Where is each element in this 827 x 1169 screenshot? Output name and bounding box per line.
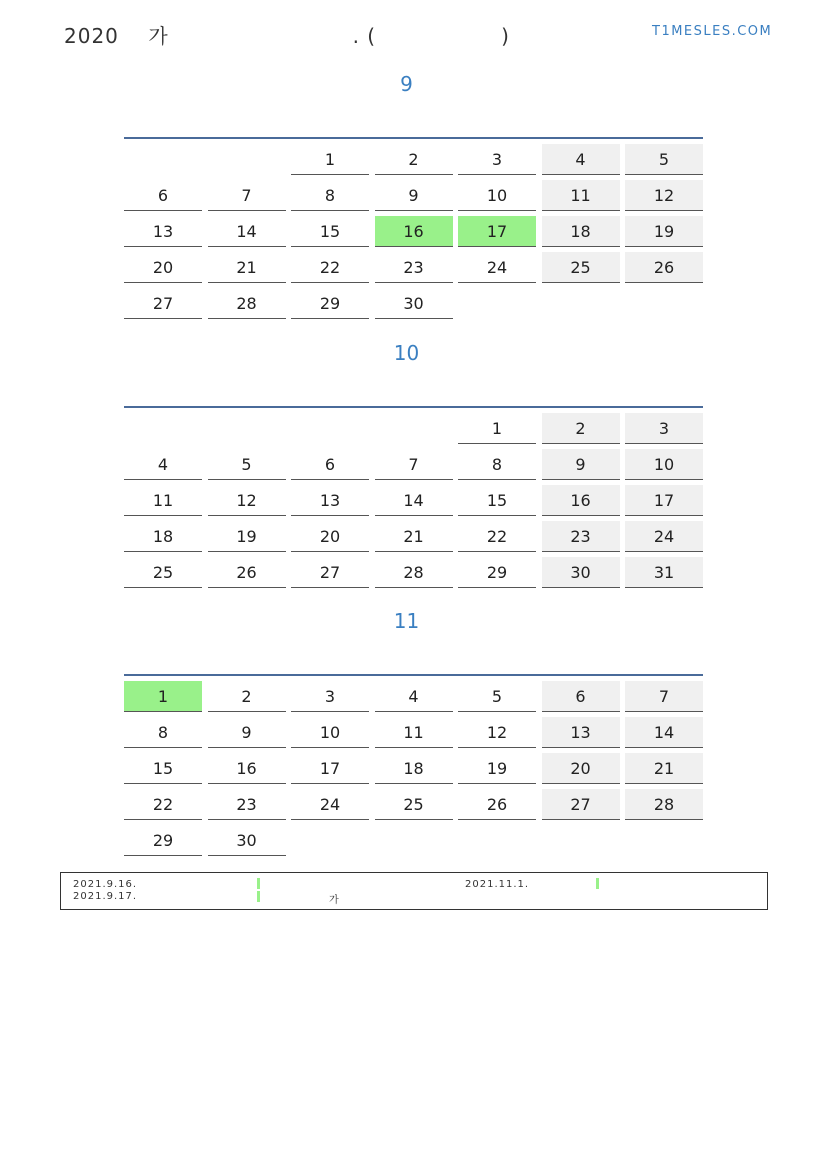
page-title: 2020 가 . ( )	[64, 24, 510, 48]
calendar-day: 15	[124, 753, 202, 784]
calendar-day: 2	[375, 144, 453, 175]
calendar-day: 30	[208, 825, 286, 856]
calendar-day: 10	[458, 180, 536, 211]
legend-marker-3	[596, 878, 599, 889]
calendar-empty-cell	[542, 825, 620, 856]
calendar-day: 17	[291, 753, 369, 784]
calendar-day: 11	[124, 485, 202, 516]
calendar-october	[124, 406, 703, 588]
calendar-november	[124, 674, 703, 856]
calendar-day: 5	[208, 449, 286, 480]
calendar-day: 7	[208, 180, 286, 211]
calendar-day: 15	[291, 216, 369, 247]
calendar-grid	[124, 676, 703, 856]
calendar-day: 28	[625, 789, 703, 820]
calendar-empty-cell	[375, 413, 453, 444]
calendar-day: 27	[542, 789, 620, 820]
calendar-day: 6	[124, 180, 202, 211]
calendar-day: 4	[124, 449, 202, 480]
calendar-day: 1	[124, 681, 202, 712]
calendar-day: 13	[124, 216, 202, 247]
calendar-day: 19	[625, 216, 703, 247]
calendar-empty-cell	[458, 825, 536, 856]
calendar-day: 25	[542, 252, 620, 283]
calendar-day: 29	[458, 557, 536, 588]
calendar-day: 13	[542, 717, 620, 748]
calendar-day: 22	[291, 252, 369, 283]
legend-date-1: 2021.9.16.	[73, 879, 138, 890]
calendar-day: 23	[208, 789, 286, 820]
calendar-day: 1	[291, 144, 369, 175]
calendar-day: 31	[625, 557, 703, 588]
calendar-day: 14	[208, 216, 286, 247]
calendar-day: 19	[208, 521, 286, 552]
legend-box	[60, 872, 768, 910]
calendar-day: 11	[542, 180, 620, 211]
calendar-day: 16	[375, 216, 453, 247]
calendar-day: 16	[542, 485, 620, 516]
calendar-day: 30	[375, 288, 453, 319]
calendar-day: 20	[542, 753, 620, 784]
calendar-day: 7	[375, 449, 453, 480]
month-title-september: 9	[400, 72, 413, 96]
calendar-day: 29	[124, 825, 202, 856]
calendar-day: 6	[291, 449, 369, 480]
calendar-day: 26	[208, 557, 286, 588]
calendar-day: 28	[208, 288, 286, 319]
calendar-day: 5	[625, 144, 703, 175]
calendar-day: 2	[208, 681, 286, 712]
calendar-day: 26	[625, 252, 703, 283]
calendar-day: 8	[124, 717, 202, 748]
calendar-day: 13	[291, 485, 369, 516]
calendar-day: 15	[458, 485, 536, 516]
legend-date-3: 2021.11.1.	[465, 879, 530, 890]
calendar-day: 7	[625, 681, 703, 712]
calendar-day: 11	[375, 717, 453, 748]
legend-marker-1	[257, 878, 260, 889]
calendar-day: 4	[375, 681, 453, 712]
calendar-day: 4	[542, 144, 620, 175]
calendar-day: 3	[291, 681, 369, 712]
calendar-day: 21	[375, 521, 453, 552]
calendar-day: 22	[458, 521, 536, 552]
calendar-day: 5	[458, 681, 536, 712]
calendar-empty-cell	[458, 288, 536, 319]
calendar-day: 16	[208, 753, 286, 784]
calendar-day: 18	[375, 753, 453, 784]
calendar-empty-cell	[124, 413, 202, 444]
calendar-day: 3	[625, 413, 703, 444]
calendar-day: 27	[124, 288, 202, 319]
calendar-day: 6	[542, 681, 620, 712]
calendar-day: 25	[375, 789, 453, 820]
calendar-day: 9	[375, 180, 453, 211]
calendar-day: 29	[291, 288, 369, 319]
calendar-day: 2	[542, 413, 620, 444]
calendar-day: 12	[625, 180, 703, 211]
calendar-day: 9	[542, 449, 620, 480]
calendar-empty-cell	[542, 288, 620, 319]
calendar-day: 8	[291, 180, 369, 211]
calendar-day: 9	[208, 717, 286, 748]
calendar-day: 8	[458, 449, 536, 480]
calendar-day: 18	[542, 216, 620, 247]
calendar-empty-cell	[291, 413, 369, 444]
calendar-day: 20	[291, 521, 369, 552]
calendar-day: 3	[458, 144, 536, 175]
calendar-day: 18	[124, 521, 202, 552]
calendar-empty-cell	[124, 144, 202, 175]
calendar-day: 23	[542, 521, 620, 552]
calendar-day: 24	[458, 252, 536, 283]
calendar-grid	[124, 408, 703, 588]
calendar-empty-cell	[625, 288, 703, 319]
legend-note: 가	[329, 895, 340, 906]
calendar-day: 14	[375, 485, 453, 516]
calendar-empty-cell	[375, 825, 453, 856]
calendar-empty-cell	[291, 825, 369, 856]
calendar-day: 21	[208, 252, 286, 283]
calendar-day: 17	[458, 216, 536, 247]
calendar-day: 25	[124, 557, 202, 588]
calendar-day: 28	[375, 557, 453, 588]
calendar-day: 17	[625, 485, 703, 516]
month-title-october: 10	[393, 341, 420, 365]
calendar-day: 22	[124, 789, 202, 820]
calendar-day: 21	[625, 753, 703, 784]
calendar-day: 24	[625, 521, 703, 552]
month-title-november: 11	[393, 609, 420, 633]
calendar-day: 27	[291, 557, 369, 588]
calendar-grid	[124, 139, 703, 319]
legend-marker-2	[257, 891, 260, 902]
calendar-empty-cell	[208, 413, 286, 444]
calendar-empty-cell	[625, 825, 703, 856]
calendar-day: 20	[124, 252, 202, 283]
calendar-day: 12	[458, 717, 536, 748]
calendar-september	[124, 137, 703, 319]
calendar-day: 30	[542, 557, 620, 588]
calendar-day: 14	[625, 717, 703, 748]
calendar-day: 23	[375, 252, 453, 283]
brand-logo-text[interactable]: T1MESLES.COM	[652, 24, 773, 39]
calendar-day: 12	[208, 485, 286, 516]
calendar-day: 24	[291, 789, 369, 820]
calendar-day: 10	[291, 717, 369, 748]
calendar-day: 19	[458, 753, 536, 784]
calendar-day: 26	[458, 789, 536, 820]
calendar-empty-cell	[208, 144, 286, 175]
calendar-day: 10	[625, 449, 703, 480]
calendar-day: 1	[458, 413, 536, 444]
legend-date-2: 2021.9.17.	[73, 891, 138, 902]
